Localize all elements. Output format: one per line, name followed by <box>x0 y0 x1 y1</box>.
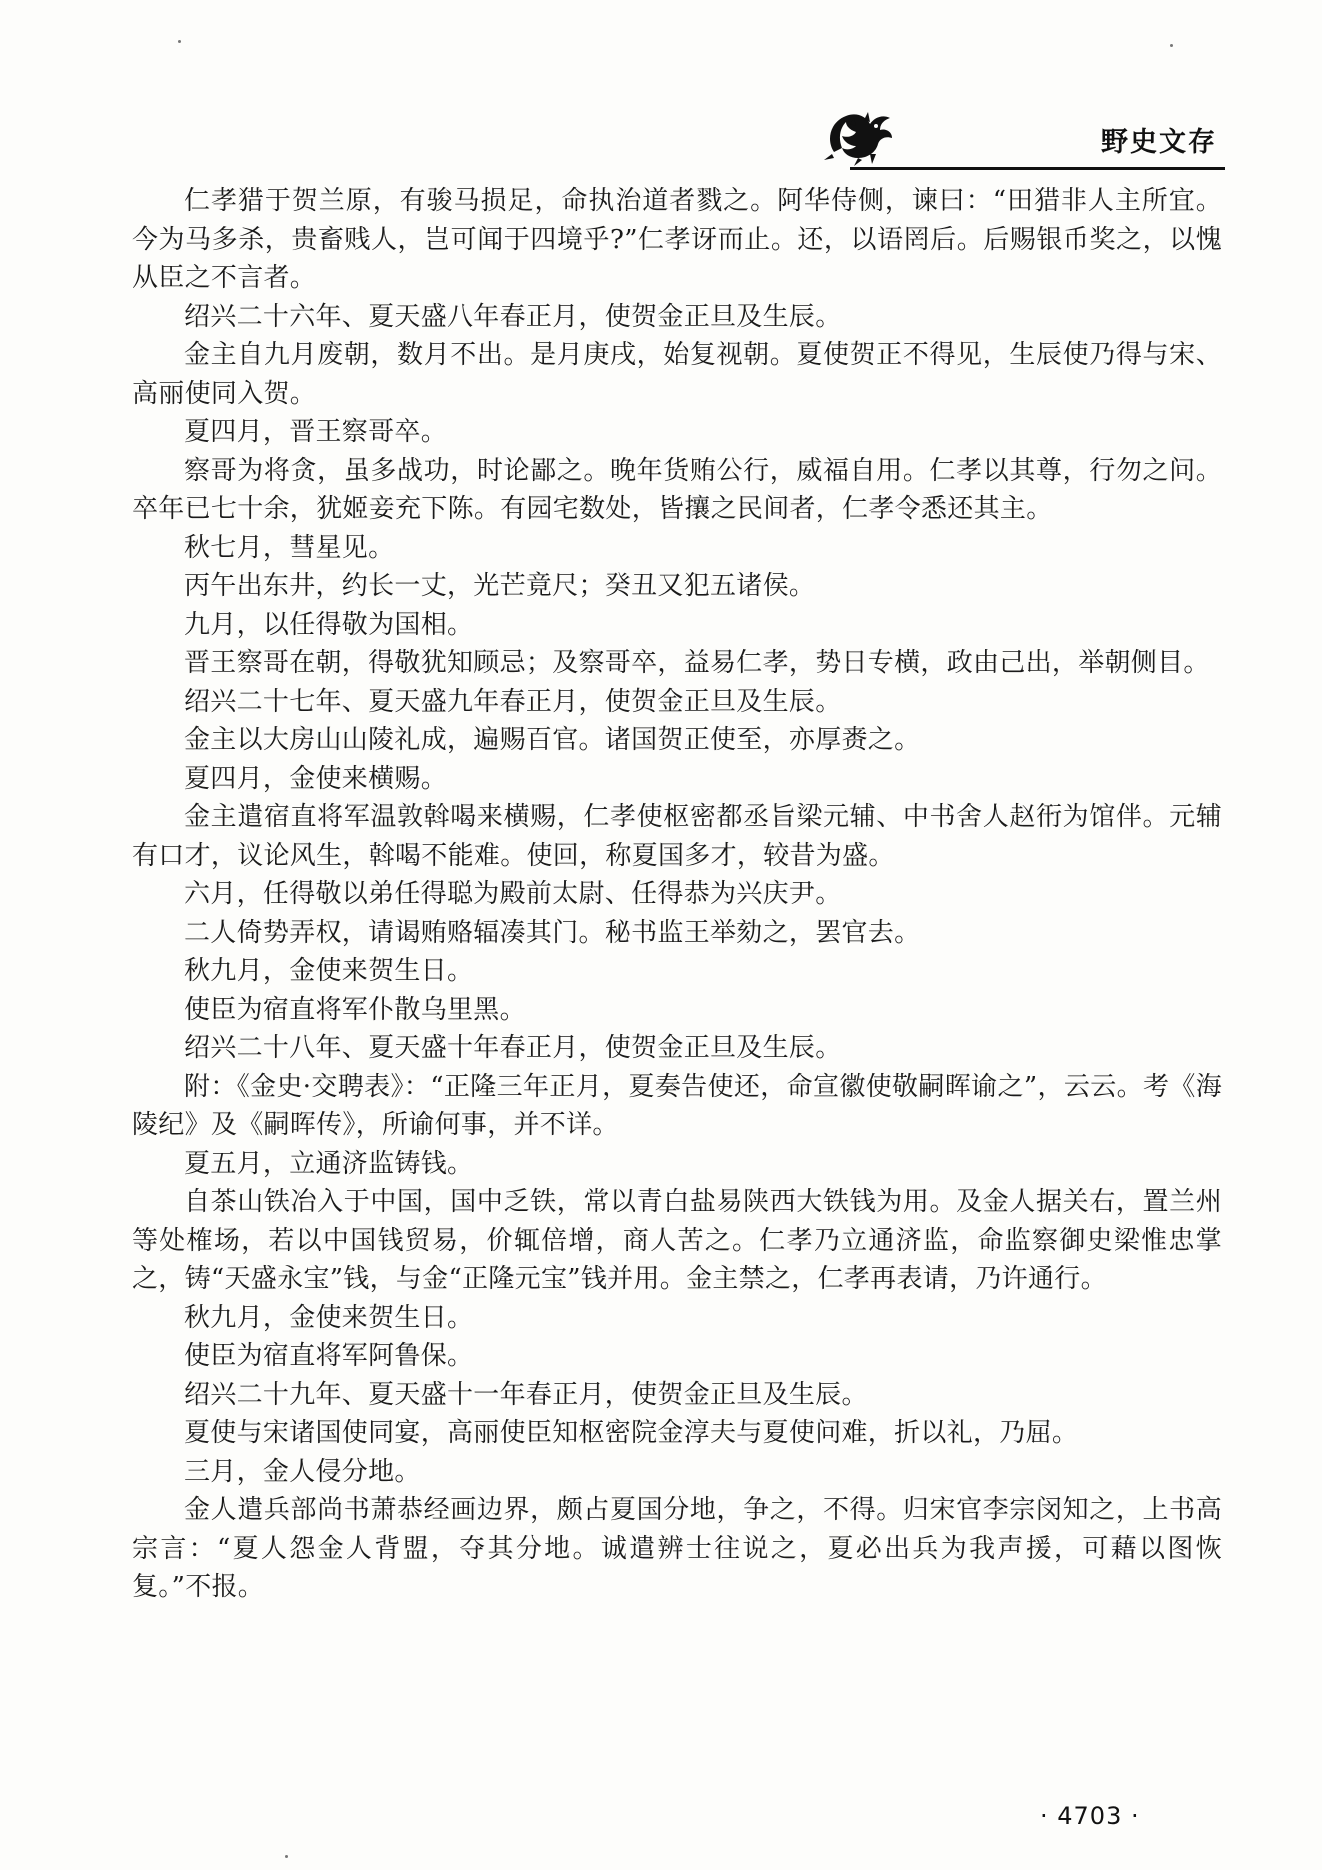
paragraph: 夏四月，金使来横赐。 <box>184 763 448 794</box>
paragraph: 察哥为将贪，虽多战功，时论鄙之。晚年货贿公行，威福自用。仁孝以其尊，行勿之问。卒年已七十余，犹姬妾充下陈。有园宅数处，皆攘之民间者，仁孝令悉还其主。 <box>132 455 1222 524</box>
paragraph: 九月，以任得敬为国相。 <box>184 609 474 640</box>
paragraph: 六月，任得敬以弟任得聪为殿前太尉、任得恭为兴庆尹。 <box>184 879 842 909</box>
paragraph: 夏四月，晋王察哥卒。 <box>184 417 448 447</box>
body-text <box>132 182 1222 1607</box>
paragraph: 金人遣兵部尚书萧恭经画边界，颇占夏国分地，争之，不得。归宋官李宗闵知之，上书高宗言：“夏人怨金人背盟，夺其分地。诚遣辨士往说之，夏必出兵为我声援，可藉以图恢复。”不报。 <box>132 1495 1222 1602</box>
paragraph: 夏五月，立通济监铸钱。 <box>184 1148 474 1179</box>
paragraph: 金主以大房山山陵礼成，遍赐百官。诸国贺正使至，亦厚赉之。 <box>184 725 921 755</box>
paragraph: 绍兴二十七年、夏天盛九年春正月，使贺金正旦及生辰。 <box>184 686 842 717</box>
paragraph: 晋王察哥在朝，得敬犹知顾忌；及察哥卒，益易仁孝，势日专横，政由己出，举朝侧目。 <box>184 648 1210 678</box>
scan-speck <box>178 40 181 43</box>
page-number: · 4703 · <box>1040 1802 1140 1830</box>
paragraph: 夏使与宋诸国使同宴，高丽使臣知枢密院金淳夫与夏使问难，折以礼，乃屈。 <box>184 1418 1079 1448</box>
paragraph: 仁孝猎于贺兰原，有骏马损足，命执治道者戮之。阿华侍侧，谏曰：“田猎非人主所宜。今为马多杀，贵畜贱人，岂可闻于四境乎?”仁孝讶而止。还，以语罔后。后赐银币奖之，以愧从臣之不言者。 <box>132 186 1222 293</box>
paragraph: 二人倚势弄权，请谒贿赂辐凑其门。秘书监王举劾之，罢官去。 <box>184 917 921 948</box>
paragraph: 使臣为宿直将军仆散乌里黑。 <box>184 994 526 1025</box>
paragraph: 绍兴二十六年、夏天盛八年春正月，使贺金正旦及生辰。 <box>184 301 842 332</box>
running-header <box>820 100 1225 170</box>
scan-speck <box>285 1855 288 1858</box>
paragraph: 金主自九月废朝，数月不出。是月庚戌，始复视朝。夏使贺正不得见，生辰使乃得与宋、高丽使同入贺。 <box>132 340 1222 409</box>
paragraph: 秋九月，金使来贺生日。 <box>184 1302 474 1333</box>
series-title: 野史文存 <box>1101 127 1217 158</box>
scan-speck <box>1170 44 1173 47</box>
paragraph: 绍兴二十八年、夏天盛十年春正月，使贺金正旦及生辰。 <box>184 1033 842 1063</box>
paragraph: 绍兴二十九年、夏天盛十一年春正月，使贺金正旦及生辰。 <box>184 1379 868 1410</box>
dragon-icon <box>820 100 898 170</box>
header-rule <box>850 167 1225 170</box>
paragraph: 使臣为宿直将军阿鲁保。 <box>184 1341 474 1371</box>
paragraph: 附：《金史·交聘表》：“正隆三年正月，夏奏告使还，命宣徽使敬嗣晖谕之”，云云。考《海陵纪》及《嗣晖传》，所谕何事，并不详。 <box>132 1071 1222 1140</box>
paragraph: 丙午出东井，约长一丈，光芒竟尺；癸丑又犯五诸侯。 <box>184 571 816 601</box>
paragraph: 自茶山铁冶入于中国，国中乏铁，常以青白盐易陕西大铁钱为用。及金人据关右，置兰州等处榷场，若以中国钱贸易，价辄倍增，商人苦之。仁孝乃立通济监，命监察御史梁惟忠掌之，铸“天盛永宝”钱，与金“正隆元宝”钱并用。金主禁之，仁孝再表请，乃许通行。 <box>132 1187 1222 1294</box>
paragraph: 秋九月，金使来贺生日。 <box>184 956 474 986</box>
paragraph: 秋七月，彗星见。 <box>184 532 395 563</box>
paragraph: 三月，金人侵分地。 <box>184 1456 421 1487</box>
paragraph: 金主遣宿直将军温敦斡喝来横赐，仁孝使枢密都丞旨梁元辅、中书舍人赵衎为馆伴。元辅有口才，议论风生，斡喝不能难。使回，称夏国多才，较昔为盛。 <box>132 802 1222 871</box>
